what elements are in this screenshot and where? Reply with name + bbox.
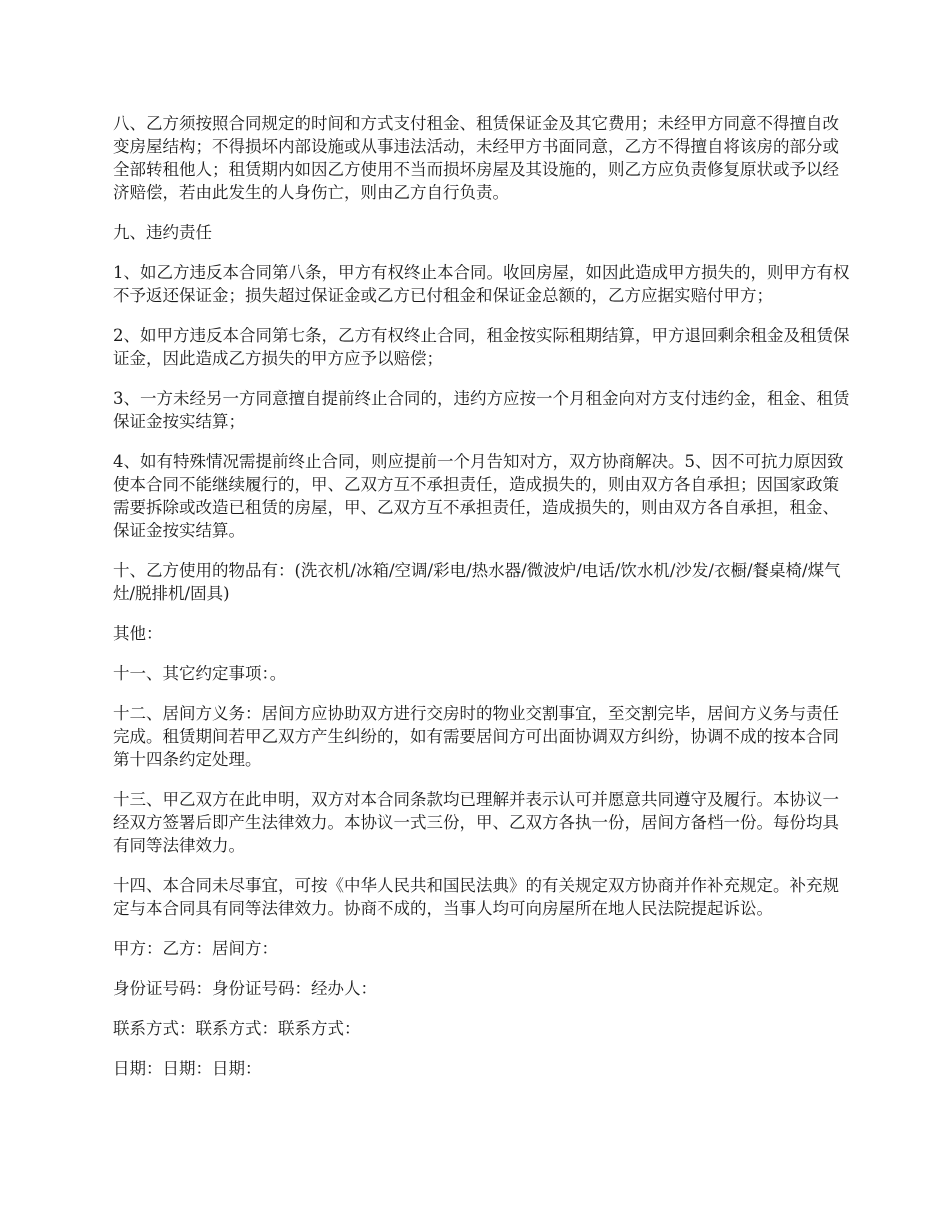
date-a-label: 日期： xyxy=(113,1059,163,1078)
clause-11-row xyxy=(113,662,850,685)
clause-9-title: 九、违约责任 xyxy=(113,223,212,242)
signature-date-row xyxy=(113,1057,850,1080)
clause-13: 十三、甲乙双方在此申明，双方对本合同条款均已理解并表示认可并愿意共同遵守及履行。本协议一经双方签署后即产生法律效力。本协议一式三份，甲、乙双方各执一份，居间方备档一份。每份均具有同等法律效力。 xyxy=(113,790,839,855)
handler-label: 经办人： xyxy=(311,979,377,998)
id-b-label: 身份证号码： xyxy=(212,979,311,998)
clause-11-label: 十一、其它约定事项： xyxy=(113,664,270,683)
id-a-label: 身份证号码： xyxy=(113,979,212,998)
clause-10: 十、乙方使用的物品有：(洗衣机/冰箱/空调/彩电/热水器/微波炉/电话/饮水机/沙发/衣橱/餐桌椅/煤气灶/脱排机/固具) xyxy=(113,561,841,603)
clause-8: 八、乙方须按照合同规定的时间和方式支付租金、租赁保证金及其它费用；未经甲方同意不得擅自改变房屋结构；不得损坏内部设施或从事违法活动，未经甲方书面同意，乙方不得擅自将该房的部分或全部转租他人；租赁期内如因乙方使用不当而损坏房屋及其设施的，则乙方应负责修复原状或予以经济赔偿，若由此发生的人身伤亡，则由乙方自行负责。 xyxy=(113,114,839,202)
date-b-label: 日期： xyxy=(162,1059,212,1078)
contact-a-label: 联系方式： xyxy=(113,1019,196,1038)
date-c-label: 日期： xyxy=(212,1059,262,1078)
agent-label: 居间方： xyxy=(212,939,278,958)
other-items-row xyxy=(113,622,850,645)
contact-b-label: 联系方式： xyxy=(195,1019,278,1038)
clause-9-item-1: 1、如乙方违反本合同第八条，甲方有权终止本合同。收回房屋，如因此造成甲方损失的，则甲方有权不予返还保证金；损失超过保证金或乙方已付租金和保证金总额的，乙方应据实赔付甲方； xyxy=(113,263,850,305)
clause-11-end: 。 xyxy=(269,664,287,683)
clause-9-item-4: 4、如有特殊情况需提前终止合同，则应提前一个月告知对方，双方协商解决。5、因不可抗力原因致使本合同不能继续履行的，甲、乙双方互不承担责任，造成损失的，则由双方各自承担；因国家政策需要拆除或改造已租赁的房屋，甲、乙双方互不承担责任，造成损失的，则由双方各自承担，租金、保证金按实结算。 xyxy=(113,452,844,540)
party-a-label: 甲方： xyxy=(113,939,163,958)
signature-id-row xyxy=(113,977,850,1000)
clause-12: 十二、居间方义务：居间方应协助双方进行交房时的物业交割事宜，至交割完毕，居间方义务与责任完成。租赁期间若甲乙双方产生纠纷的，如有需要居间方可出面协调双方纠纷，协调不成的按本合同第十四条约定处理。 xyxy=(113,704,839,769)
signature-party-row xyxy=(113,937,850,960)
clause-14: 十四、本合同未尽事宜，可按《中华人民共和国民法典》的有关规定双方协商并作补充规定。补充规定与本合同具有同等法律效力。协商不成的，当事人均可向房屋所在地人民法院提起诉讼。 xyxy=(113,876,839,918)
signature-contact-row xyxy=(113,1017,850,1040)
clause-9-item-3: 3、一方未经另一方同意擅自提前终止合同的，违约方应按一个月租金向对方支付违约金，租金、租赁保证金按实结算； xyxy=(113,389,850,431)
clause-9-item-2: 2、如甲方违反本合同第七条，乙方有权终止合同，租金按实际租期结算，甲方退回剩余租金及租赁保证金，因此造成乙方损失的甲方应予以赔偿； xyxy=(113,326,850,368)
party-b-label: 乙方： xyxy=(162,939,212,958)
other-label: 其他： xyxy=(113,624,163,643)
contact-c-label: 联系方式： xyxy=(278,1019,361,1038)
